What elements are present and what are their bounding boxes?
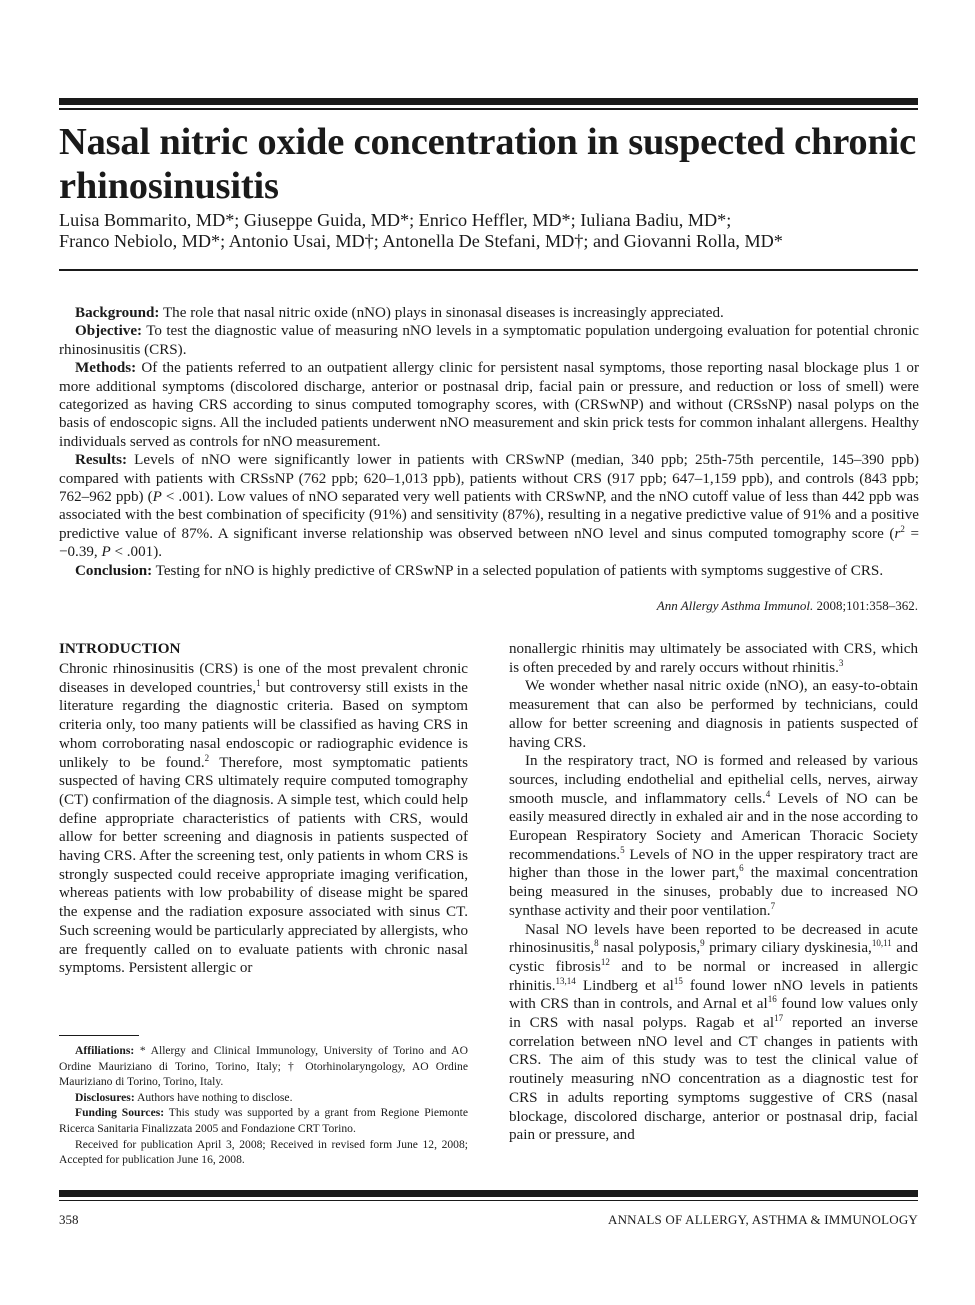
abstract [59,304,919,580]
header-bottom-rule [59,269,918,271]
paragraph: Nasal NO levels have been reported to be decreased in acute rhinosinusitis,$^8$ nasal polyposis,$^9$ primary ciliary dyskinesia,$^{10,11}$ and cystic fibrosis$^{12}$ and to be normal or increased in allergic rhinitis.$^{13,14}$ Lindberg et $al^{15}$ found lower nNO levels in patients with CRS than in controls, and Arnal et $al^{16}$ found low values only in CRS with nasal polyps. Ragab et $al^{17}$ reported an inverse correlation between nNO level and CT changes in patients with CRS. The aim of this study was to test the clinical value of routinely measuring nNO concentration as a diagnostic test for CRS in adults reporting symptoms suggestive of CRS (nasal blockage, discolored discharge, anterior or postnasal drip, facial pain or pressure, and [509,921,919,1144]
abstract-conclusion: Conclusion: Testing for nNO is highly predictive of CRSwNP in a selected population of patients with symptoms suggestive of CRS. [75,562,884,579]
section-heading-introduction: INTRODUCTION [59,640,181,657]
footnote-disclosures: Disclosures: Authors have nothing to disclose. [75,1090,293,1104]
paragraph: nonallergic rhinitis may ultimately be associated with CRS, which is often preceded by and rarely occurs without rhinitis.$^3$ [509,641,918,676]
bottom-rule-thick [59,1190,918,1197]
body-column-right [509,640,918,1145]
abstract-background: Background: The role that nasal nitric oxide (nNO) plays in sinonasal diseases is increasingly appreciated. [75,305,724,321]
page-number: 358 [59,1212,79,1227]
paragraph: Chronic rhinosinusitis (CRS) is one of the most prevalent chronic diseases in developed countries,$^1$ but controversy still exists in the literature regarding the diagnostic criteria. Based on symptom criteria only, too many patients will be classified as having CRS in whom corroborating nasal endoscopic or radiographic evidence is unlikely to be found.$^2$ Therefore, most symptomatic patients suspected of having CRS ultimately require computed tomography (CT) confirmation of the diagnosis. A simple test, which could help define appropriate characteristics of patients with CRS, would allow for better screening and diagnosis in patients suspected of having CRS. After the screening test, only patients in whom CRS is strongly suspected could receive appropriate imaging verification, whereas patients with low probability of disease might be spared the expense and the radiation exposure associated with sinus CT. Such screening would be particularly appreciated by allergists, who are frequently called on to evaluate patients with chronic nasal symptoms. Persistent allergic or [59,661,468,977]
footnote-affiliations: Affiliations: * Allergy and Clinical Immunology, University of Torino and AO Ordine Mauriziano di Torino, Torino, Italy; † Otorhinolaryngology, AO Ordine Mauriziano di Torino, Torino, Italy. [59,1044,468,1089]
running-footer-journal: ANNALS OF ALLERGY, ASTHMA & IMMUNOLOGY [608,1212,918,1227]
top-rule-thick [59,98,918,105]
journal-citation: Ann Allergy Asthma Immunol. 2008;101:358–362. [656,598,918,613]
abstract-methods: Methods: Of the patients referred to an outpatient allergy clinic for persistent nasal symptoms, those reporting nasal blockage plus 1 or more additional symptoms (discolored discharge, anterior or postnasal drip, facial pain or pressure, and reduction or loss of smell) were categorized as having CRS according to sinus computed tomography scores, with (CRSwNP) and without (CRSsNP) nasal polyps on the basis of endoscopic signs. All the included patients underwent nNO measurement and skin prick tests for common inhalant allergens. Healthy individuals served as controls for nNO measurement. [59,360,919,450]
author-list [59,210,919,252]
top-rule-thin [59,108,918,110]
author-line-1: Luisa Bommarito, MD*; Giuseppe Guida, MD*; Enrico Heffler, MD*; Iuliana Badiu, MD*; [59,210,732,230]
author-line-2: Franco Nebiolo, MD*; Antonio Usai, MD†; Antonella De Stefani, MD†; and Giovanni Rolla, MD* [59,231,783,251]
paragraph: In the respiratory tract, NO is formed and released by various sources, including endothelial and epithelial cells, nerves, airway smooth muscle, and inflammatory cells.$^4$ Levels of NO can be easily measured directly in exhaled air and in the nose according to European Respiratory Society and American Thoracic Society recommendations.$^5$ Levels of NO in the upper respiratory tract are higher than those in the lower part,$^6$ the maximal concentration being measured in the sinuses, probably due to increased NO synthase activity and their poor ventilation.$^7$ [509,753,918,919]
article-title: Nasal nitric oxide concentration in suspected chronic rhinosinusitis [59,121,917,207]
footnotes [59,1043,468,1168]
abstract-results: Results: Levels of nNO were significantly lower in patients with CRSwNP (median, 340 ppb; 25th-75th percentile, 145–390 ppb) compared with patients with CRSsNP (762 ppb; 620–1,013 ppb), patients without CRS (917 ppb; 647–1,159 ppb), and controls (843 ppb; 762–962 ppb) (P < .001). Low values of nNO separated very well patients with CRSwNP, and the nNO cutoff value of less than 442 ppb was associated with the best combination of specificity (91%) and sensitivity (87%), resulting in a negative predictive value of 91% and a positive predictive value of 87%. A significant inverse relationship was observed between nNO level and sinus computed tomography score ($r^2 = -0.39$, P < .001). [59,452,919,561]
footnote-received: Received for publication April 3, 2008; Received in revised form June 12, 2008; Accepted for publication June 16, 2008. [59,1137,468,1167]
footnote-rule [59,1035,139,1036]
paragraph: We wonder whether nasal nitric oxide (nNO), an easy-to-obtain measurement that can also be performed by technicians, could allow for better screening and diagnosis in patients suspected of having CRS. [509,678,918,751]
abstract-objective: Objective: To test the diagnostic value of measuring nNO levels in a symptomatic population undergoing evaluation for potential chronic rhinosinusitis (CRS). [59,323,919,358]
footnote-funding: Funding Sources: This study was supported by a grant from Regione Piemonte Ricerca Sanitaria Finalizzata 2005 and Fondazione CRT Torino. [59,1106,468,1135]
body-column-left [59,640,468,978]
bottom-rule-thin [59,1200,918,1201]
